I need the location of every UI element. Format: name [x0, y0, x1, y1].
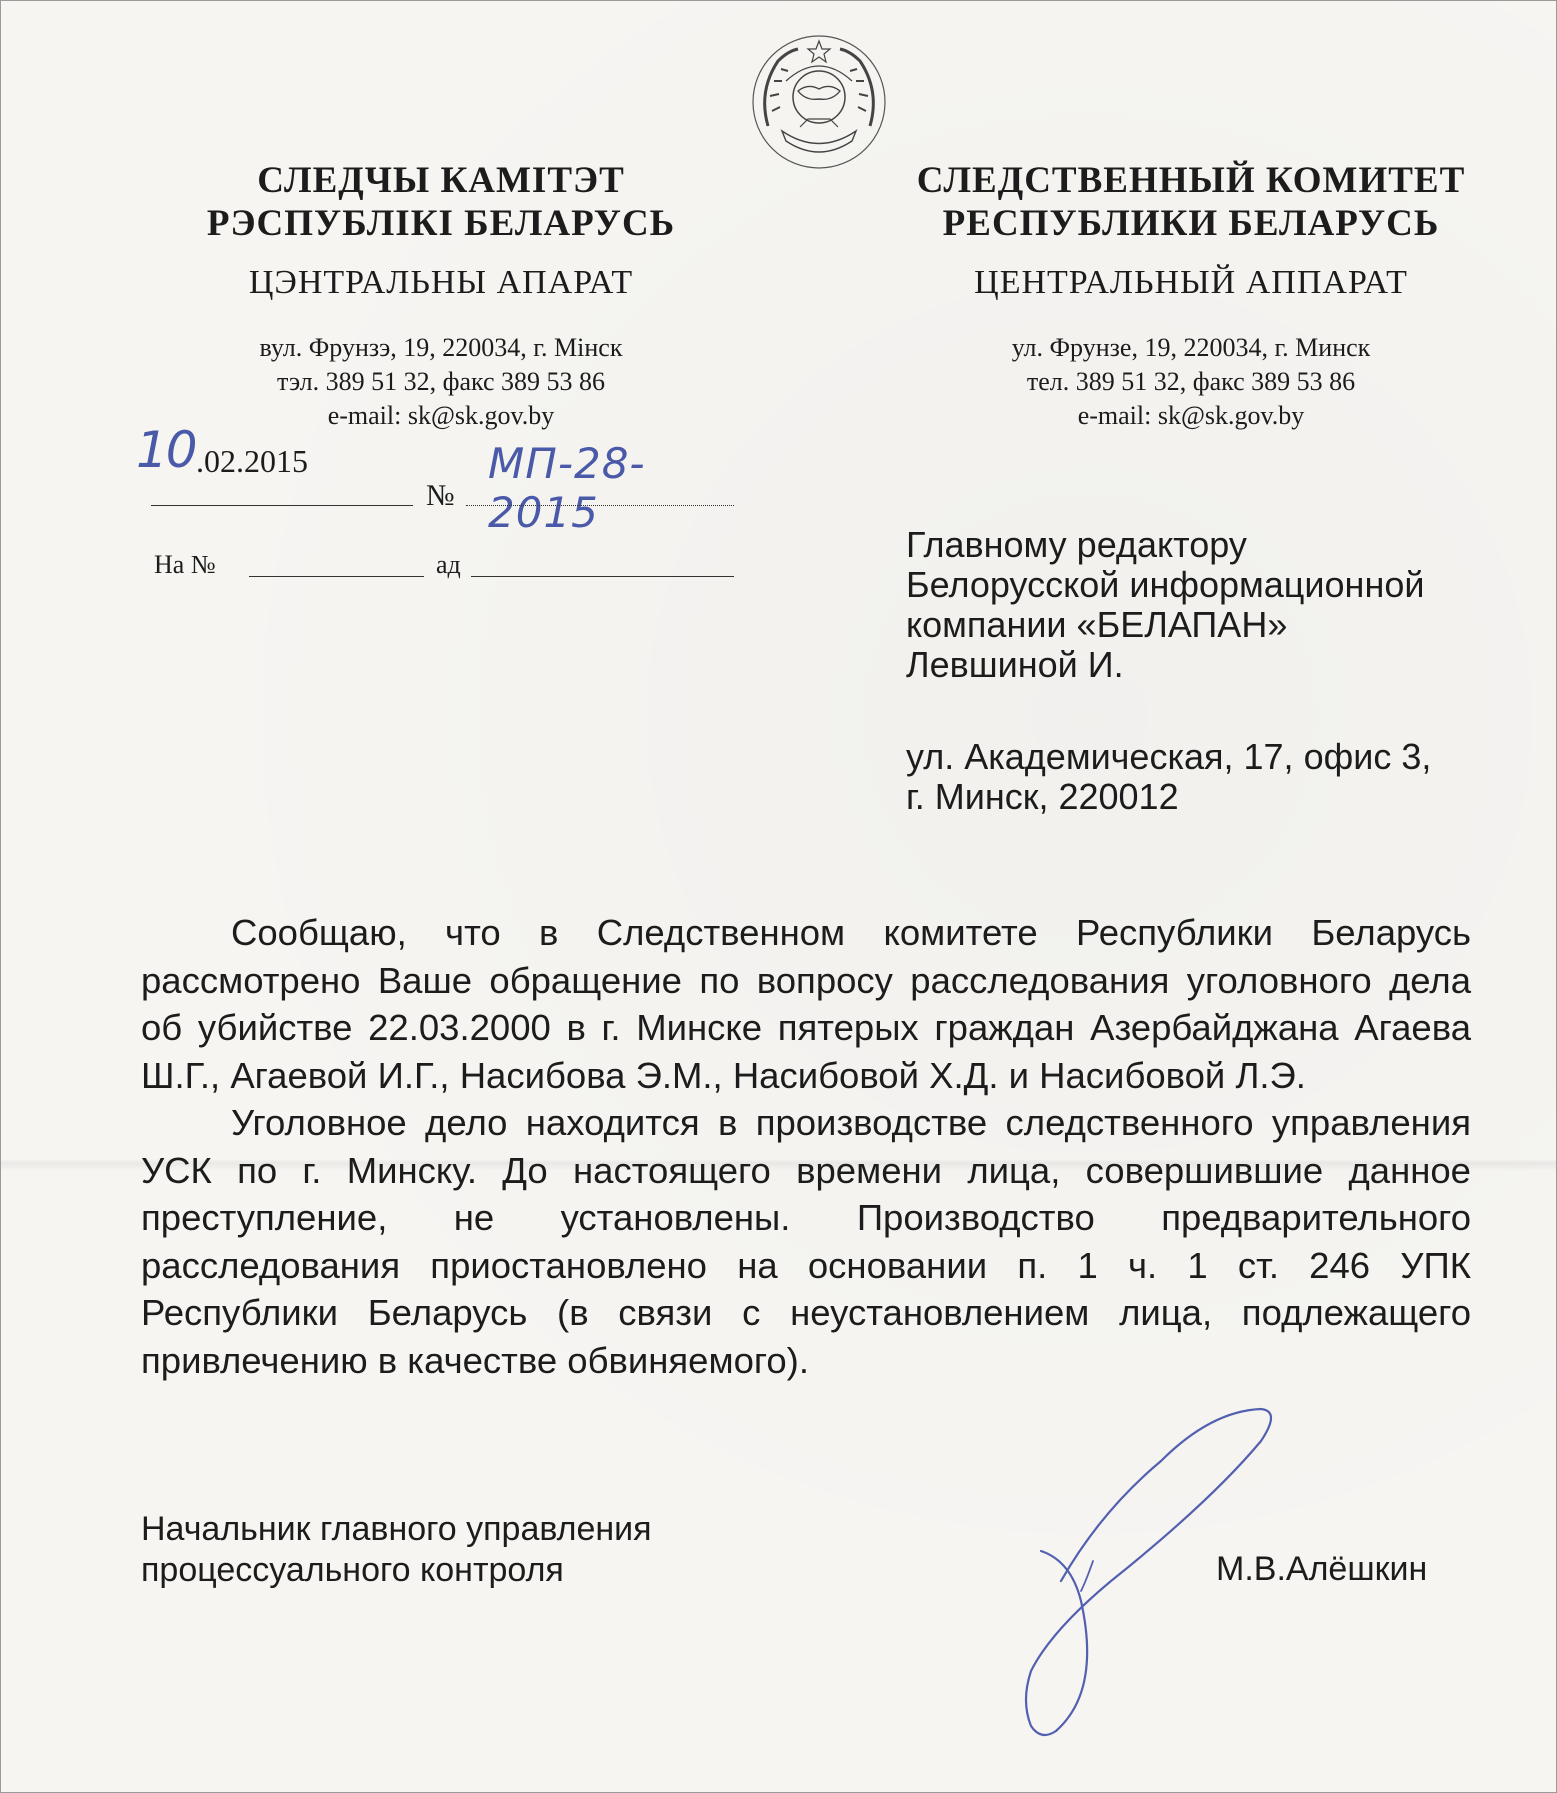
registration-block	[136, 421, 756, 537]
body-paragraph-1: Сообщаю, что в Следственном комитете Республики Беларусь рассмотрено Ваше обращение по вопросу расследования уголовного дела об убийстве 22.03.2000 в г. Минске пятерых граждан Азербайджана Агаева Ш.Г., Агаевой И.Г., Насибова Э.М., Насибовой Х.Д. и Насибовой Л.Э.	[141, 912, 1471, 1096]
reply-reference-row	[154, 546, 754, 586]
letter-body	[141, 909, 1471, 1384]
org-name-ru-line2: РЕСПУБЛИКИ БЕЛАРУСЬ	[942, 203, 1440, 244]
apparat-by: ЦЭНТРАЛЬНЫ АПАРАТ	[248, 264, 634, 301]
phone-ru: тел. 389 51 32, факс 389 53 86	[1026, 367, 1356, 396]
signer-title-line2: процессуального контроля	[141, 1551, 564, 1589]
date-day-handwritten: 10	[136, 421, 196, 479]
signer-title-line1: Начальник главного управления	[141, 1510, 652, 1548]
date-underline	[151, 505, 413, 506]
signer-name: М.В.Алёшкин	[1216, 1550, 1428, 1588]
state-emblem-icon	[748, 31, 890, 173]
address-by: вул. Фрунзэ, 19, 220034, г. Мінск	[259, 333, 623, 362]
reply-date-label: ад	[436, 550, 461, 579]
addressee-line4: Левшиной И.	[906, 644, 1124, 685]
reply-number-label: На №	[154, 550, 216, 579]
reply-date-line	[471, 576, 734, 577]
addressee-line3: компании «БЕЛАПАН»	[906, 604, 1288, 645]
addressee-line1: Главному редактору	[906, 524, 1247, 565]
address-ru: ул. Фрунзе, 19, 220034, г. Минск	[1011, 333, 1371, 362]
phone-by: тэл. 389 51 32, факс 389 53 86	[276, 367, 606, 396]
header-ru	[881, 151, 1501, 451]
show-through-text	[141, 763, 149, 797]
addressee-block	[906, 525, 1516, 817]
number-dotted-line	[466, 505, 734, 506]
registration-number-handwritten: МП-28-2015	[488, 439, 646, 537]
addressee-address1: ул. Академическая, 17, офис 3,	[906, 736, 1432, 777]
number-sign: №	[426, 479, 455, 512]
addressee-address2: г. Минск, 220012	[906, 776, 1179, 817]
email-ru: e-mail: sk@sk.gov.by	[1077, 401, 1305, 430]
addressee-line2: Белорусской информационной	[906, 564, 1425, 605]
date-rest: .02.2015	[196, 443, 308, 479]
org-name-by-line1: СЛЕДЧЫ КАМІТЭТ	[257, 160, 625, 201]
signer-title	[141, 1509, 761, 1591]
addressee-gap	[906, 685, 1516, 737]
body-paragraph-2: Уголовное дело находится в производстве следственного управления УСК по г. Минску. До настоящего времени лица, совершившие данное преступление, не установлены. Производство предварительного расследования приостановлено на основании п. 1 ч. 1 ст. 246 УПК Республики Беларусь (в связи с неустановлением лица, подлежащего привлечению в качестве обвиняемого).	[141, 1102, 1471, 1381]
reply-number-line	[249, 576, 424, 577]
apparat-ru: ЦЕНТРАЛЬНЫЙ АППАРАТ	[974, 264, 1408, 301]
org-name-by-line2: РЭСПУБЛІКІ БЕЛАРУСЬ	[206, 203, 676, 244]
email-by: e-mail: sk@sk.gov.by	[327, 401, 555, 430]
header-by	[166, 151, 716, 451]
org-name-ru-line1: СЛЕДСТВЕННЫЙ КОМИТЕТ	[916, 160, 1466, 201]
